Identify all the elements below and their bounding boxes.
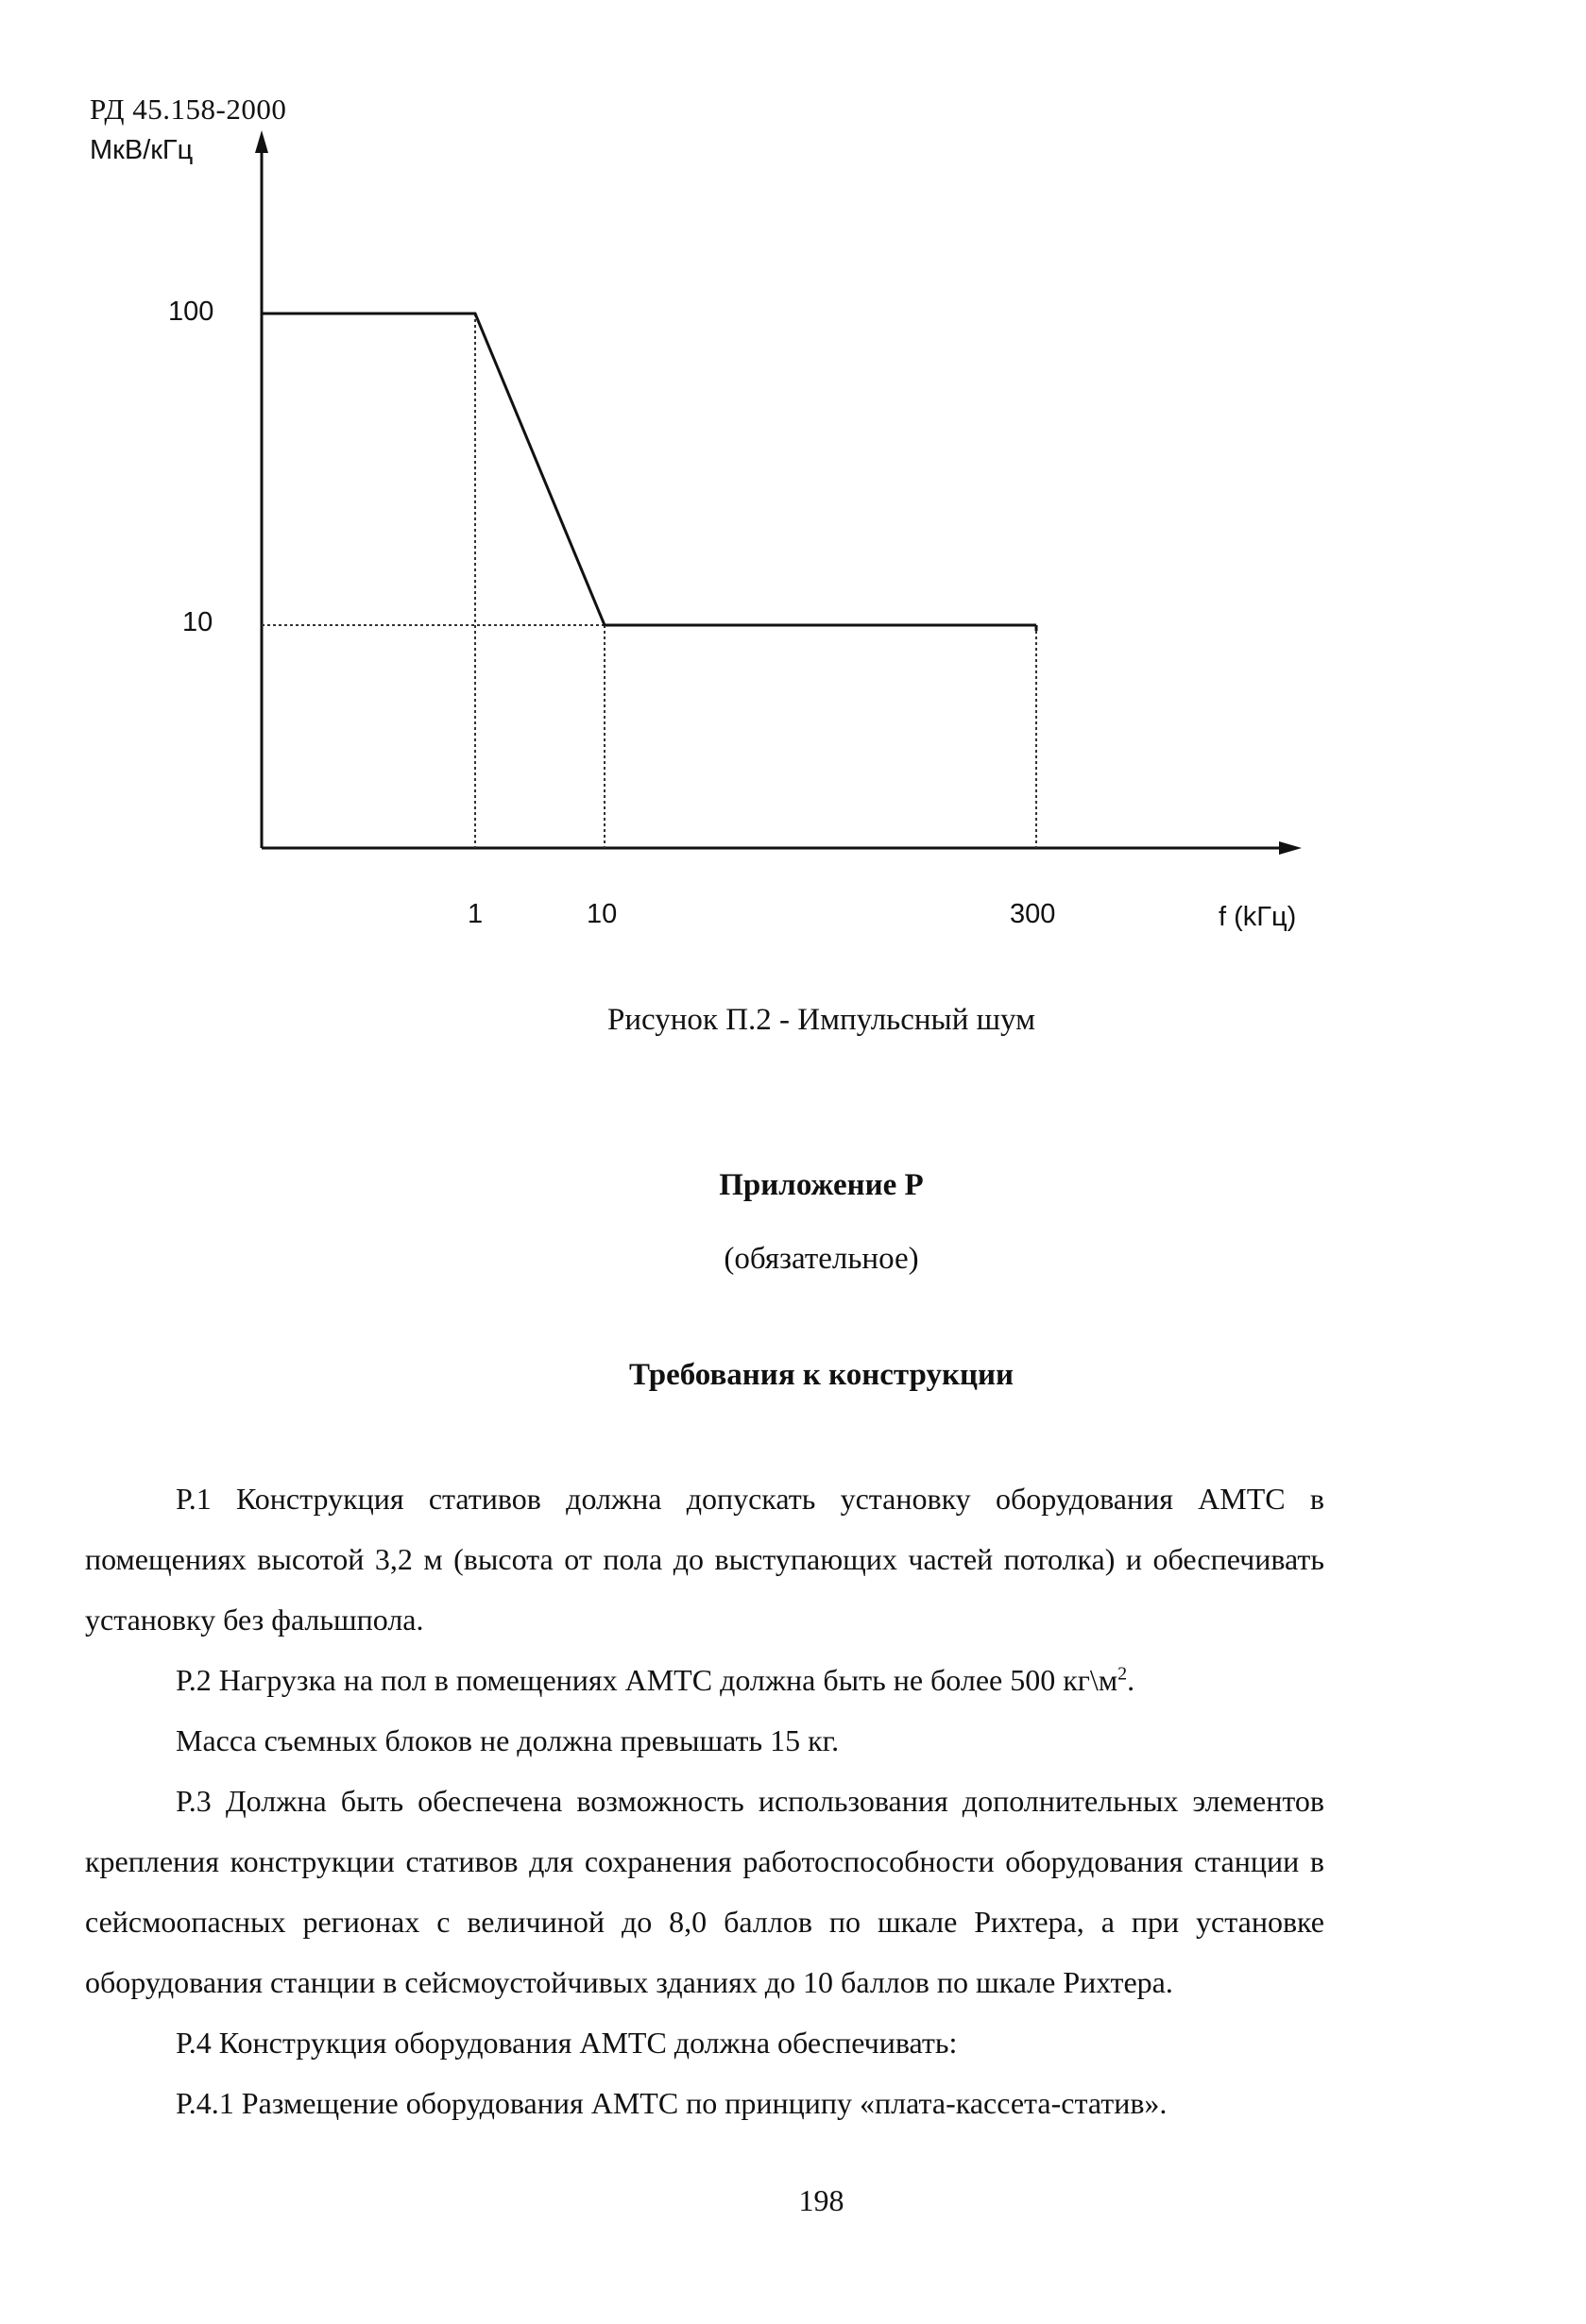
paragraph-p2-text: Р.2 Нагрузка на пол в помещениях АМТС должна быть не более 500 кг\м [176,1663,1118,1697]
paragraph-p2 [85,1650,1324,1710]
superscript: 2 [1117,1663,1128,1685]
appendix-title: Приложение Р [719,1168,924,1202]
appendix-subtitle: (обязательное) [724,1242,919,1276]
page-number: 198 [798,2183,844,2217]
x-tick-label-300: 300 [1010,899,1056,929]
document-header: РД 45.158-2000 [90,93,287,126]
body-text [85,1468,1324,2133]
paragraph-p3: Р.3 Должна быть обеспечена возможность использования дополнительных элементов крепления конструкции стативов для сохранения работоспособности оборудования станции в сейсмоопасных регионах с величиной до 8,0 баллов по шкале Рихтера, а при установке оборудования станции в сейсмоустойчивых зданиях до 10 баллов по шкале Рихтера. [85,1784,1324,1999]
paragraph-p4: Р.4 Конструкция оборудования АМТС должна обеспечивать: [176,2026,958,2060]
x-tick-label-1: 1 [468,899,484,929]
figure-caption: Рисунок П.2 - Импульсный шум [607,1003,1035,1037]
x-tick-label-10: 10 [587,899,618,929]
x-axis-label: f (kГц) [1219,902,1297,932]
series-line [262,314,1036,625]
y-axis-label: МкВ/кГц [90,135,194,165]
y-tick-label-10: 10 [182,607,213,637]
y-tick-label-100: 100 [168,297,214,327]
impulse-noise-chart [0,0,1586,982]
x-axis-arrow [1279,841,1302,855]
paragraph-p2b: Масса съемных блоков не должна превышать 15 кг. [176,1723,840,1757]
paragraph-p1: Р.1 Конструкция стативов должна допускать установку оборудования АМТС в помещениях высотой 3,2 м (высота от пола до выступающих частей потолка) и обеспечивать установку без фальшпола. [85,1482,1324,1637]
paragraph-p2-end: . [1127,1663,1135,1697]
section-title: Требования к конструкции [628,1358,1015,1392]
paragraph-p41: Р.4.1 Размещение оборудования АМТС по принципу «плата-кассета-статив». [176,2086,1168,2120]
y-axis-arrow [255,130,268,153]
